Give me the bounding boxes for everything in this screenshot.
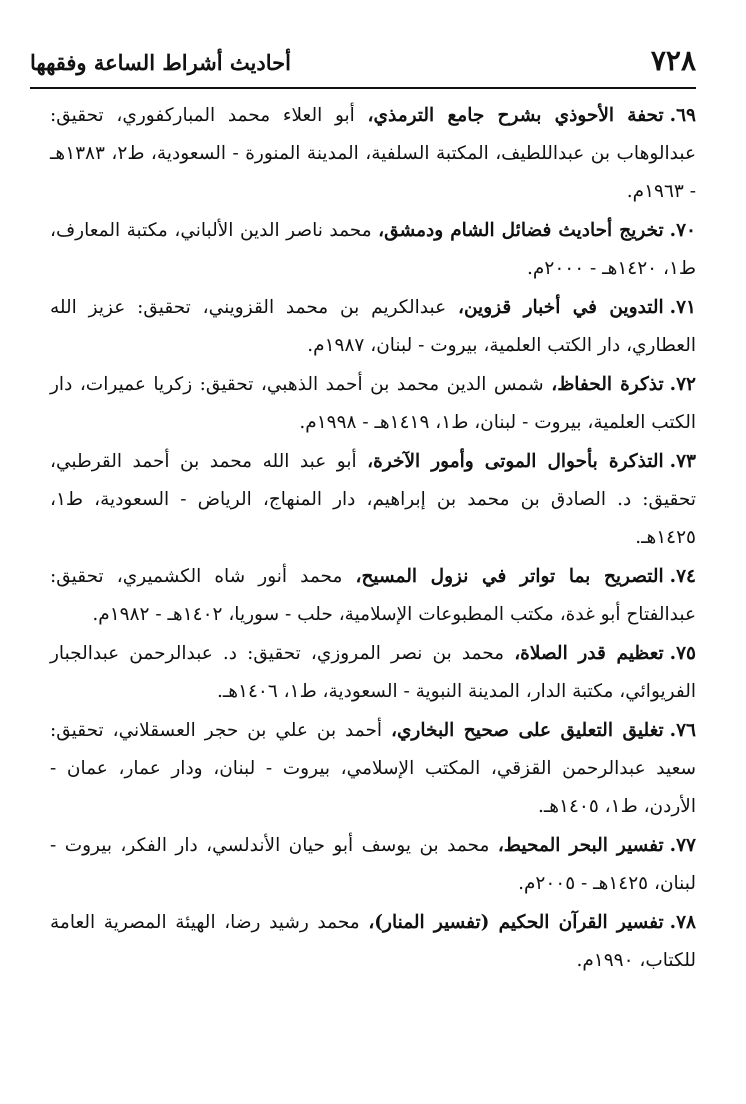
running-title: أحاديث أشراط الساعة وفقهها — [30, 50, 291, 75]
bibliography-list — [50, 97, 696, 981]
page-number: ٧٢٨ — [650, 44, 696, 77]
entry-title: تغليق التعليق على صحيح البخاري، — [390, 720, 664, 741]
entry-title: تفسير القرآن الحكيم (تفسير المنار)، — [368, 912, 664, 933]
entry-number: ٧٦. — [669, 720, 696, 741]
entry-title: التصريح بما تواتر في نزول المسيح، — [355, 566, 664, 587]
bibliography-entry — [50, 443, 696, 557]
entry-number: ٧٨. — [669, 912, 696, 933]
entry-details: عبدالكريم بن محمد القزويني، تحقيق: عزيز الله العطاري، دار الكتب العلمية، بيروت - لبنان، ١٩٨٧م. — [50, 297, 696, 356]
bibliography-entry — [50, 289, 696, 365]
entry-title: تخريج أحاديث فضائل الشام ودمشق، — [378, 220, 664, 241]
entry-number: ٧١. — [669, 297, 696, 318]
entry-details: محمد رشيد رضا، الهيئة المصرية العامة للكتاب، ١٩٩٠م. — [50, 912, 696, 971]
entry-details: محمد بن يوسف أبو حيان الأندلسي، دار الفكر، بيروت - لبنان، ١٤٢٥هـ - ٢٠٠٥م. — [50, 835, 696, 894]
entry-title: تعظيم قدر الصلاة، — [514, 643, 664, 664]
entry-details: أحمد بن علي بن حجر العسقلاني، تحقيق: سعيد عبدالرحمن القزقي، المكتب الإسلامي، بيروت - لبنان، ودار عمار، عمان - الأردن، ط١، ١٤٠٥هـ. — [50, 720, 696, 817]
entry-number: ٧٥. — [669, 643, 696, 664]
entry-title: تفسير البحر المحيط، — [497, 835, 664, 856]
entry-details: محمد ناصر الدين الألباني، مكتبة المعارف، ط١، ١٤٢٠هـ - ٢٠٠٠م. — [50, 220, 696, 279]
entry-details: محمد بن نصر المروزي، تحقيق: د. عبدالرحمن عبدالجبار الفريوائي، مكتبة الدار، المدينة النبوية - السعودية، ط١، ١٤٠٦هـ. — [50, 643, 696, 702]
header-rule — [30, 87, 696, 89]
bibliography-entry — [50, 827, 696, 903]
entry-details: شمس الدين محمد بن أحمد الذهبي، تحقيق: زكريا عميرات، دار الكتب العلمية، بيروت - لبنان، ط١، ١٤١٩هـ - ١٩٩٨م. — [50, 374, 696, 433]
bibliography-entry — [50, 97, 696, 211]
bibliography-entry — [50, 212, 696, 288]
entry-details: أبو العلاء محمد المباركفوري، تحقيق: عبدالوهاب بن عبداللطيف، المكتبة السلفية، المدينة المنورة - السعودية، ط٢، ١٣٨٣هـ - ١٩٦٣م. — [50, 105, 696, 202]
entry-number: ٧٤. — [669, 566, 696, 587]
bibliography-entry — [50, 904, 696, 980]
entry-number: ٦٩. — [669, 105, 696, 126]
page-header — [30, 44, 696, 84]
bibliography-entry — [50, 558, 696, 634]
bibliography-entry — [50, 635, 696, 711]
entry-number: ٧٣. — [669, 451, 696, 472]
entry-title: التدوين في أخبار قزوين، — [458, 297, 664, 318]
bibliography-entry — [50, 712, 696, 826]
entry-number: ٧٠. — [669, 220, 696, 241]
bibliography-entry — [50, 366, 696, 442]
entry-details: محمد أنور شاه الكشميري، تحقيق: عبدالفتاح أبو غدة، مكتب المطبوعات الإسلامية، حلب - سوريا، ١٤٠٢هـ - ١٩٨٢م. — [50, 566, 696, 625]
entry-number: ٧٢. — [669, 374, 696, 395]
entry-title: تذكرة الحفاظ، — [551, 374, 664, 395]
entry-number: ٧٧. — [669, 835, 696, 856]
entry-title: تحفة الأحوذي بشرح جامع الترمذي، — [367, 105, 664, 126]
entry-details: أبو عبد الله محمد بن أحمد القرطبي، تحقيق: د. الصادق بن محمد بن إبراهيم، دار المنهاج، الرياض - السعودية، ط١، ١٤٢٥هـ. — [50, 451, 696, 548]
entry-title: التذكرة بأحوال الموتى وأمور الآخرة، — [367, 451, 664, 472]
